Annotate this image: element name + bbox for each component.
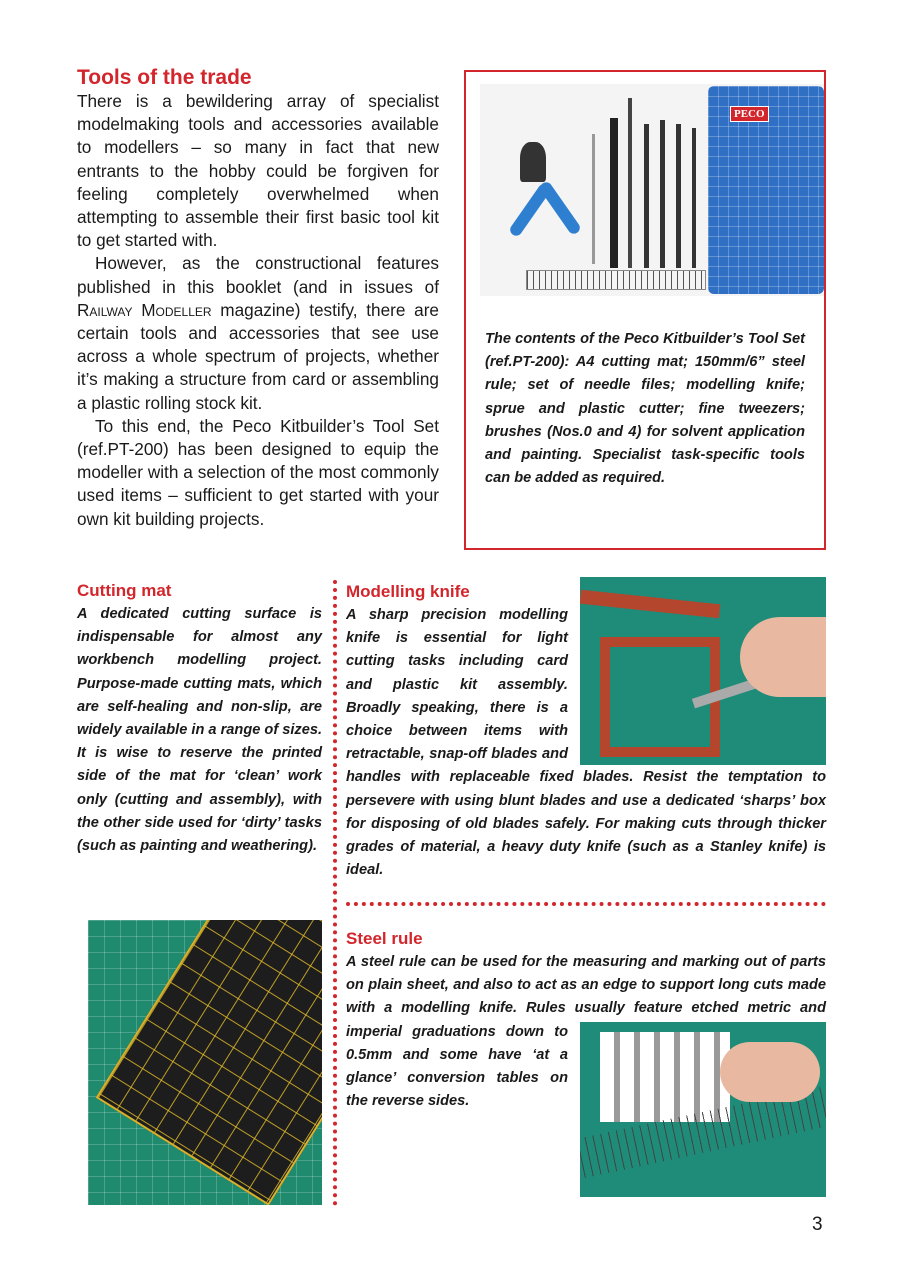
needle-file-icon <box>676 124 681 268</box>
brush-icon <box>628 98 632 268</box>
intro-paragraph-3: To this end, the Peco Kitbuilder’s Tool Set (ref.PT-200) has been designed to equip the modeller with a selection of the most commonly used items – sufficient to get started with your own kit building projects. <box>77 415 439 529</box>
toolset-figure-box <box>464 70 826 550</box>
section-divider <box>346 902 826 906</box>
toolset-photo <box>480 84 824 296</box>
cutting-mat-photo <box>88 920 322 1205</box>
hand-icon <box>720 1042 820 1102</box>
cutter-jaw-icon <box>520 142 546 182</box>
modelling-knife-text: A sharp precision modelling knife is essential for light cutting tasks including card and plastic kit assembly. Broadly speaking, there is a choice between items with retractable, snap-off blades and handles with replaceable fixed blades. Resist the temptation to persevere with using blunt blades and use a dedicated ‘sharps’ box for disposing of old blades safely. For making cuts through thicker grades of material, a heavy duty knife (such as a Stanley knife) is ideal. <box>346 607 826 879</box>
toolset-caption: The contents of the Peco Kitbuilder’s Tool Set (ref.PT-200): A4 cutting mat; 150mm/6” steel rule; set of needle files; modelling knife; sprue and plastic cutter; fine tweezers; brushes (Nos.0 and 4) for solvent application and painting. Specialist task-specific tools can be added as required. <box>485 331 805 487</box>
peco-logo: PECO <box>730 106 769 122</box>
modelling-knife-section <box>346 577 826 882</box>
steel-rule-heading: Steel rule <box>346 929 423 948</box>
black-mat-icon <box>96 920 322 1205</box>
modelling-knife-heading: Modelling knife <box>346 582 470 601</box>
page-number: 3 <box>812 1214 823 1235</box>
steel-rule-photo <box>580 1022 826 1197</box>
intro-p2-text: However, as the constructional features published in this booklet (and in issues of <box>77 253 439 297</box>
cutter-handle-icon <box>538 180 582 236</box>
steel-rule-section <box>346 928 826 1197</box>
plastic-sprue-icon <box>580 590 720 619</box>
needle-file-icon <box>660 120 665 268</box>
knife-icon <box>610 118 618 268</box>
hand-icon <box>740 617 826 697</box>
steel-rule-text: A steel rule can be used for the measuring and marking out of parts on plain sheet, and also to act as an edge to support long cuts made with a modelling knife. Rules usually feature etched metric and imperial graduations down to 0.5mm and some have ‘at a glance’ conversion tables on the reverse sides. <box>346 954 826 1110</box>
steel-rule-icon <box>526 270 706 290</box>
intro-heading: Tools of the trade <box>77 66 252 89</box>
cutting-mat-image <box>708 86 824 294</box>
intro-p2-text-end: magazine) testify, there are certain tools and accessories that see use across a whole spectrum of projects, whether it’s making a structure from card or assembling a plastic rolling stock kit. <box>77 299 439 413</box>
tweezers-icon <box>592 134 595 264</box>
intro-text <box>77 90 439 531</box>
intro-paragraph-1: There is a bewildering array of specialist modelmaking tools and accessories available to modellers – so many in fact that new entrants to the hobby could be forgiven for feeling completely overwhelmed when attempting to assemble their first basic tool kit to get started with. <box>77 91 439 251</box>
magazine-name: Railway Modeller <box>77 299 212 320</box>
needle-file-icon <box>692 128 696 268</box>
cutting-mat-heading: Cutting mat <box>77 581 172 600</box>
intro-paragraph-2 <box>77 252 439 414</box>
column-divider <box>333 580 337 1206</box>
modelling-knife-photo <box>580 577 826 765</box>
etched-part-icon <box>600 1032 730 1122</box>
needle-file-icon <box>644 124 649 268</box>
cutting-mat-text: A dedicated cutting surface is indispensable for almost any workbench modelling project. Purpose-made cutting mats, which are self-healing and non-slip, are widely available in a range of sizes. It is wise to reserve the printed side of the mat for ‘clean’ work only (cutting and assembly), with the other side used for ‘dirty’ tasks (such as painting and weathering). <box>77 606 322 855</box>
